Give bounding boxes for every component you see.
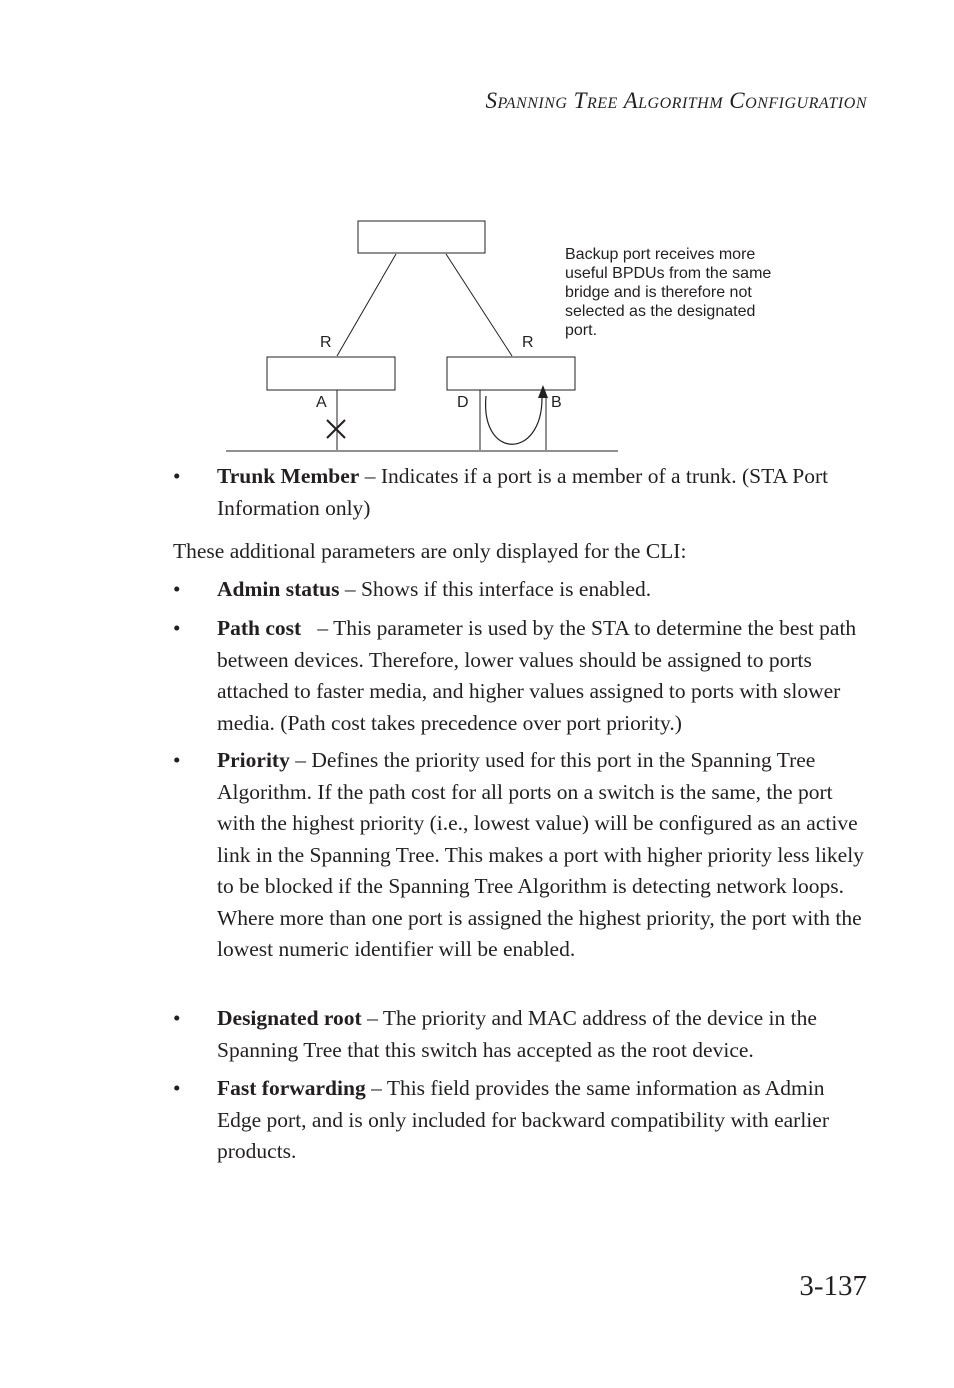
term: Trunk Member [217,464,360,488]
bullet-dot: • [173,577,181,601]
link-root-right [446,254,512,356]
term: Path cost [217,616,302,640]
root-bridge-box [358,221,485,253]
running-header: Spanning Tree Algorithm Configuration [485,88,867,113]
description: – This parameter is used by the STA to determine the best path between devices. Therefore, lower values should be assigned to ports attached to faster media, and higher values assigned to ports with slower media. (Path cost takes precedence over port priority.) [217,616,862,735]
description: – Defines the priority used for this port in the Spanning Tree Algorithm. If the path cost for all ports on a switch is the same, the port with the highest priority (i.e., lowest value) will be configured as an active link in the Spanning Tree. This makes a port with higher priority less likely to be blocked if the Spanning Tree Algorithm is detecting network loops. Where more than one port is assigned the highest priority, the port with the lowest numeric identifier will be enabled. [217,748,864,961]
page-number: 3-137 [799,1270,867,1302]
label-port-b: B [551,394,562,411]
term: Designated root [217,1006,362,1030]
bridge-left-box [267,357,395,390]
annotation-line: port. [565,322,598,339]
term: Priority [217,748,290,772]
bridge-right-box [447,357,575,390]
label-port-d: D [457,394,469,411]
link-root-left [337,254,396,356]
bullet-dot: • [173,616,181,640]
annotation-line: bridge and is therefore not [565,284,752,301]
label-root-port-right: R [522,334,534,351]
bpdu-loop-arrow [486,396,542,444]
label-port-a: A [316,394,327,411]
term: Admin status [217,577,340,601]
term: Fast forwarding [217,1076,366,1100]
intro-paragraph: These additional parameters are only displayed for the CLI: [173,539,687,563]
description: – Indicates if a port is a member of a trunk. (STA Port Information only) [217,464,829,520]
label-root-port-left: R [320,334,332,351]
description: – This field provides the same information as Admin Edge port, and is only included for backward compatibility with earlier products. [217,1076,829,1163]
annotation-line: useful BPDUs from the same [565,265,772,282]
bullet-dot: • [173,748,181,772]
bullet-dot: • [173,1076,181,1100]
bullet-dot: • [173,1006,181,1030]
bullet-dot: • [173,464,181,488]
description: – The priority and MAC address of the device in the Spanning Tree that this switch has accepted as the root device. [217,1006,817,1062]
annotation-line: Backup port receives more [565,246,756,263]
description: – Shows if this interface is enabled. [339,577,652,601]
backup-port-diagram [0,0,954,470]
arrow-head-icon [538,385,548,398]
annotation-line: selected as the designated [565,303,756,320]
